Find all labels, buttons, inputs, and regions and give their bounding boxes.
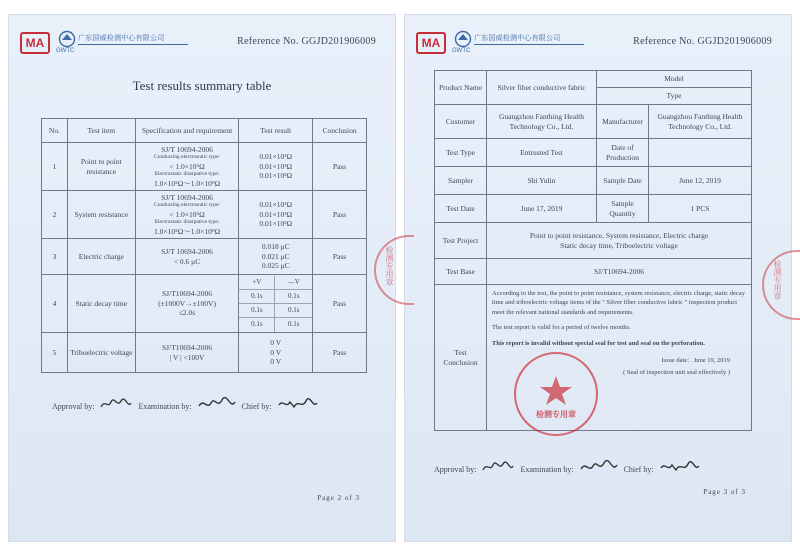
row-number: 5: [42, 333, 68, 373]
table-row: [435, 167, 752, 195]
ma-certification-logo: MA: [416, 32, 446, 54]
column-header: Test result: [239, 119, 313, 143]
approval-label: Approval by:: [434, 465, 477, 474]
examination-signature-icon: [579, 460, 619, 474]
sample-quantity-label: Sample Quantity: [597, 195, 649, 223]
table-header-row: [42, 119, 367, 143]
spec-line: < 0.6 μC: [173, 256, 201, 266]
test-result: [239, 275, 313, 333]
chief-signature-icon: [277, 397, 319, 411]
test-result: [239, 239, 313, 275]
decay-row: [239, 304, 312, 318]
sample-quantity-value: 1 PCS: [649, 195, 752, 223]
conclusion-label: Test Conclusion: [435, 285, 487, 431]
test-result: [239, 143, 313, 191]
perforation-seal-text: 检测专用章: [385, 246, 394, 286]
result-value: 0.1s: [275, 318, 312, 332]
lab-abbreviation: GWTC: [452, 48, 471, 54]
result-value: 0.01×10³Ω: [259, 219, 293, 229]
type-label: Type: [597, 88, 752, 105]
examination-label: Examination by:: [520, 465, 574, 474]
specification: [135, 333, 239, 373]
table-row: [435, 223, 752, 259]
test-item: Triboelectric voltage: [67, 333, 135, 373]
specification: [135, 275, 239, 333]
report-page-2: [8, 14, 396, 542]
reference-number: Reference No. GGJD201906009: [633, 36, 772, 47]
test-type-label: Test Type: [435, 139, 487, 167]
lab-underline: [78, 44, 188, 45]
signature-line: [52, 397, 322, 411]
test-type-value: Entrusted Test: [487, 139, 597, 167]
test-project-line: Static decay time, Triboelectric voltage: [560, 240, 678, 250]
polarity-header: +V: [252, 277, 262, 286]
approval-label: Approval by:: [52, 402, 95, 411]
table-row: [42, 239, 367, 275]
spec-standard: SJ/T 10694-2006: [161, 246, 213, 256]
page-number: Page 2 of 3: [317, 494, 360, 502]
page-header: [20, 28, 384, 60]
spec-line: 1.0×10⁵Ω～1.0×10⁹Ω: [153, 178, 221, 188]
spec-line: < 1.0×10⁵Ω: [169, 209, 205, 219]
spec-line: Conducting electrostatic type:: [154, 202, 221, 209]
page-number: Page 3 of 3: [703, 488, 746, 496]
sampler-value: Shi Yulin: [487, 167, 597, 195]
report-page-3: [404, 14, 792, 542]
conclusion-paragraph: According to the test, the point to point resistance, system resistance, electric charge, static decay time and triboelectric voltage items of the " Silver fiber conductive fabric " inspection product meet the relevant national standards and requirements.: [492, 290, 745, 316]
lab-underline: [474, 44, 584, 45]
issue-note: ( Seal of inspection unit seal effectively ): [623, 368, 730, 376]
test-item: System resistance: [67, 191, 135, 239]
row-number: 2: [42, 191, 68, 239]
test-result: [239, 191, 313, 239]
test-project-label: Test Project: [435, 223, 487, 259]
test-base-value: SJ/T10694-2006: [487, 259, 752, 285]
sampler-label: Sampler: [435, 167, 487, 195]
row-number: 1: [42, 143, 68, 191]
test-base-label: Test Base: [435, 259, 487, 285]
column-header: Test item: [67, 119, 135, 143]
approval-signature-icon: [99, 397, 133, 411]
row-number: 4: [42, 275, 68, 333]
test-date-value: June 17, 2019: [487, 195, 597, 223]
row-number: 3: [42, 239, 68, 275]
validity-note: The test report is valid for a period of twelve months.: [492, 324, 631, 332]
table-row: [42, 143, 367, 191]
test-item: Static decay time: [67, 275, 135, 333]
spec-line: Electrostatic dissipative type:: [154, 219, 220, 226]
lab-name: 广东国威检测中心有限公司: [474, 35, 561, 42]
test-project-value: [487, 223, 752, 259]
table-row: [435, 139, 752, 167]
inspection-seal: [514, 352, 598, 436]
result-value: 0.1s: [239, 290, 275, 304]
lab-logo-icon: [58, 30, 76, 48]
spec-line: Conducting electrostatic type:: [154, 154, 221, 161]
approval-signature-icon: [481, 460, 515, 474]
result-value: 0.018 μC: [261, 241, 290, 251]
seal-text: 检测专用章: [536, 410, 576, 419]
test-item: Electric charge: [67, 239, 135, 275]
customer-label: Customer: [435, 105, 487, 139]
test-project-line: Point to point resistance, System resistance, Electric charge: [529, 230, 709, 240]
decay-row: [239, 290, 312, 304]
lab-abbreviation: GWTC: [56, 48, 75, 54]
table-row: [42, 191, 367, 239]
spec-line: ≤2.0s: [178, 308, 196, 318]
conclusion: Pass: [313, 191, 367, 239]
specification: [135, 191, 239, 239]
result-value: 0.1s: [239, 318, 275, 332]
spec-line: 1.0×10⁵Ω～1.0×10⁹Ω: [153, 226, 221, 236]
manufacturer-label: Manufacturer: [597, 105, 649, 139]
decay-row: [239, 318, 312, 332]
chief-label: Chief by:: [241, 402, 272, 411]
conclusion: Pass: [313, 275, 367, 333]
conclusion: Pass: [313, 333, 367, 373]
column-header: Conclusion: [313, 119, 367, 143]
table-row: [435, 105, 752, 139]
conclusion: Pass: [313, 143, 367, 191]
spec-line: < 1.0×10⁵Ω: [169, 161, 205, 171]
sample-date-value: June 12, 2019: [649, 167, 752, 195]
issue-date: Issue date：June 19, 2019: [661, 357, 730, 365]
result-value: 0.1s: [275, 290, 312, 304]
result-value: 0 V: [270, 337, 282, 347]
signature-line: [434, 460, 704, 474]
decay-header-row: [239, 276, 312, 290]
ma-certification-logo: MA: [20, 32, 50, 54]
spec-standard: SJ/T 10694-2006: [161, 192, 213, 202]
spec-standard: SJ/T10694-2006: [162, 288, 213, 298]
seal-note: This report is invalid without special seal for test and seal on the perforation.: [492, 339, 705, 347]
result-value: 0.01×10³Ω: [259, 199, 293, 209]
summary-table: [41, 118, 367, 373]
sample-date-label: Sample Date: [597, 167, 649, 195]
spec-line: | V | <100V: [169, 352, 205, 362]
seal-star-icon: [516, 354, 596, 434]
spec-line: Electrostatic dissipative type:: [154, 171, 220, 178]
column-header: No.: [42, 119, 68, 143]
table-row: [42, 275, 367, 333]
polarity-header: —V: [275, 276, 312, 290]
product-name-label: Product Name: [435, 71, 487, 105]
specification: [135, 239, 239, 275]
result-value: 0.1s: [275, 304, 312, 318]
production-date-value: [649, 139, 752, 167]
table-row: [435, 195, 752, 223]
test-item: Point to point resistance: [67, 143, 135, 191]
table-row: [42, 333, 367, 373]
decay-result-grid: [239, 276, 312, 332]
spec-line: (±1000V→±100V): [158, 298, 216, 308]
result-value: 0.01×10³Ω: [259, 171, 293, 181]
perforation-seal-text: 检测专用章: [773, 260, 782, 300]
lab-logo-icon: [454, 30, 472, 48]
page-title: Test results summary table: [132, 78, 272, 93]
result-value: 0.01×10³Ω: [259, 209, 293, 219]
chief-label: Chief by:: [623, 465, 654, 474]
result-value: 0.025 μC: [261, 261, 290, 271]
examination-label: Examination by:: [138, 402, 192, 411]
spec-standard: SJ/T 10694-2006: [161, 144, 213, 154]
table-row: [435, 71, 752, 88]
manufacturer-value: Guangzhou Fanthing Health Technology Co., Ltd.: [649, 105, 752, 139]
result-value: 0.021 μC: [261, 251, 290, 261]
column-header: Specification and requirement: [135, 119, 239, 143]
page-header: [416, 28, 780, 60]
examination-signature-icon: [197, 397, 237, 411]
customer-value: Guangzhou Fanthing Health Technology Co., Ltd.: [487, 105, 597, 139]
spec-standard: SJ/T10694-2006: [162, 342, 213, 352]
result-value: 0.01×10³Ω: [259, 161, 293, 171]
result-value: 0.1s: [239, 304, 275, 318]
specification: [135, 143, 239, 191]
production-date-label: Date of Production: [597, 139, 649, 167]
result-value: 0 V: [270, 347, 282, 357]
lab-name: 广东国威检测中心有限公司: [78, 35, 165, 42]
product-name-value: Silver fiber conductive fabric: [487, 71, 597, 105]
conclusion: Pass: [313, 239, 367, 275]
chief-signature-icon: [659, 460, 701, 474]
result-value: 0 V: [270, 357, 282, 367]
result-value: 0.01×10³Ω: [259, 151, 293, 161]
model-label: Model: [597, 71, 752, 88]
reference-number: Reference No. GGJD201906009: [237, 36, 376, 47]
test-date-label: Test Date: [435, 195, 487, 223]
table-row: [435, 259, 752, 285]
test-result: [239, 333, 313, 373]
